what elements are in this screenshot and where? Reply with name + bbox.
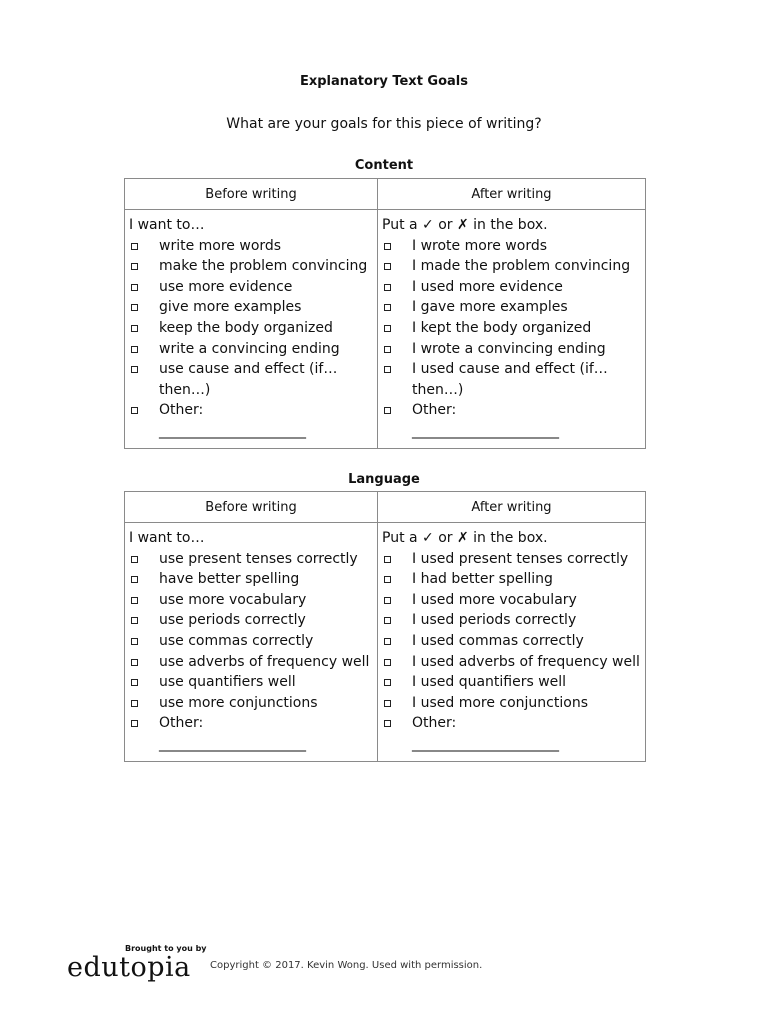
checklist-item — [382, 713, 645, 754]
checklist-item-label: I used more evidence — [412, 278, 563, 295]
brought-by-text: Brought to you by — [125, 944, 207, 953]
checkbox-bullet-icon[interactable] — [384, 720, 391, 727]
checkbox-bullet-icon[interactable] — [131, 597, 138, 604]
checkbox-bullet-icon[interactable] — [131, 325, 138, 332]
checkbox-bullet-icon[interactable] — [131, 576, 138, 583]
checklist-item-label: I used periods correctly — [412, 612, 577, 629]
checkbox-bullet-icon[interactable] — [131, 346, 138, 353]
checkbox-bullet-icon[interactable] — [131, 263, 138, 270]
checklist-item — [382, 400, 645, 441]
checklist-item — [129, 631, 377, 652]
checklist-item — [382, 256, 645, 277]
edutopia-logo: edutopia — [67, 952, 191, 983]
other-blank-line[interactable]: _____________________ — [412, 735, 559, 752]
checklist-item — [129, 713, 377, 754]
checkbox-bullet-icon[interactable] — [131, 243, 138, 250]
checkbox-bullet-icon[interactable] — [131, 366, 138, 373]
checkbox-bullet-icon[interactable] — [131, 617, 138, 624]
page-subtitle: What are your goals for this piece of writing? — [226, 116, 542, 132]
checklist-item — [129, 569, 377, 590]
checklist-item — [129, 693, 377, 714]
checklist-item — [382, 549, 645, 570]
checklist-item — [129, 652, 377, 673]
checklist-item — [382, 318, 645, 339]
checklist-item — [129, 590, 377, 611]
checklist-item — [129, 610, 377, 631]
checklist-item-label: use periods correctly — [159, 612, 306, 629]
checkbox-bullet-icon[interactable] — [384, 325, 391, 332]
checkbox-bullet-icon[interactable] — [384, 284, 391, 291]
checklist-item — [382, 277, 645, 298]
content-table — [124, 178, 646, 449]
checklist-item-label: I kept the body organized — [412, 319, 592, 336]
checklist-item — [382, 693, 645, 714]
checkbox-bullet-icon[interactable] — [384, 366, 391, 373]
checklist-item — [382, 652, 645, 673]
checklist-item-label: Other: — [159, 402, 204, 419]
checklist-item-label: use quantifiers well — [159, 674, 296, 691]
checkbox-bullet-icon[interactable] — [131, 407, 138, 414]
checkbox-bullet-icon[interactable] — [131, 659, 138, 666]
checkbox-bullet-icon[interactable] — [384, 679, 391, 686]
checklist-item-label: have better spelling — [159, 571, 300, 588]
checklist-item-label: give more examples — [159, 299, 302, 316]
checkbox-bullet-icon[interactable] — [384, 597, 391, 604]
checklist-item-label: use more conjunctions — [159, 694, 318, 711]
content-col-after: After writing — [378, 179, 646, 210]
checklist-item — [382, 631, 645, 652]
checklist-item — [129, 359, 377, 400]
checklist-item-label: keep the body organized — [159, 319, 333, 336]
checklist-item — [382, 359, 645, 400]
checklist-item-label: I used quantifiers well — [412, 674, 567, 691]
checklist-item-label: I wrote more words — [412, 237, 548, 254]
language-after-intro: Put a ✓ or ✗ in the box. — [382, 530, 548, 546]
checklist-item-label: I wrote a convincing ending — [412, 340, 606, 357]
page-title: Explanatory Text Goals — [299, 74, 469, 89]
checklist-item-label: I made the problem convincing — [412, 258, 631, 275]
checklist-item — [382, 339, 645, 360]
checklist-item-label: use present tenses correctly — [159, 550, 358, 567]
checklist-item-label: use commas correctly — [159, 632, 314, 649]
checklist-item-label: use more vocabulary — [159, 591, 307, 608]
checklist-item-label: Other: — [159, 715, 204, 732]
language-col-after: After writing — [378, 492, 646, 523]
content-after-intro: Put a ✓ or ✗ in the box. — [382, 217, 548, 233]
other-blank-line[interactable]: _____________________ — [412, 422, 559, 439]
checkbox-bullet-icon[interactable] — [131, 679, 138, 686]
checklist-item — [382, 569, 645, 590]
checklist-item-label: make the problem convincing — [159, 258, 368, 275]
checkbox-bullet-icon[interactable] — [384, 638, 391, 645]
checkbox-bullet-icon[interactable] — [384, 263, 391, 270]
language-table — [124, 491, 646, 762]
checklist-item-label: use cause and effect (if… then…) — [159, 361, 338, 398]
other-blank-line[interactable]: _____________________ — [159, 735, 306, 752]
checklist-item-label: use more evidence — [159, 278, 293, 295]
checklist-item — [129, 672, 377, 693]
checklist-item — [382, 236, 645, 257]
checkbox-bullet-icon[interactable] — [384, 346, 391, 353]
content-after-cell — [378, 210, 646, 449]
checklist-item — [129, 549, 377, 570]
content-after-list — [382, 236, 645, 442]
checklist-item-label: write more words — [159, 237, 282, 254]
language-col-before: Before writing — [125, 492, 378, 523]
checkbox-bullet-icon[interactable] — [131, 700, 138, 707]
checkbox-bullet-icon[interactable] — [131, 556, 138, 563]
checklist-item — [129, 400, 377, 441]
content-col-before: Before writing — [125, 179, 378, 210]
checkbox-bullet-icon[interactable] — [131, 720, 138, 727]
checklist-item-label: use adverbs of frequency well — [159, 653, 370, 670]
content-before-intro: I want to… — [129, 217, 205, 233]
checkbox-bullet-icon[interactable] — [131, 638, 138, 645]
language-heading: Language — [348, 472, 420, 487]
checkbox-bullet-icon[interactable] — [131, 284, 138, 291]
checkbox-bullet-icon[interactable] — [384, 407, 391, 414]
checklist-item — [129, 236, 377, 257]
checkbox-bullet-icon[interactable] — [131, 304, 138, 311]
checklist-item-label: Other: — [412, 715, 457, 732]
checklist-item-label: I used cause and effect (if… then…) — [412, 361, 608, 398]
checklist-item — [129, 318, 377, 339]
language-before-cell — [125, 523, 378, 762]
checklist-item — [129, 297, 377, 318]
language-before-list — [129, 549, 377, 755]
other-blank-line[interactable]: _____________________ — [159, 422, 306, 439]
content-before-cell — [125, 210, 378, 449]
checkbox-bullet-icon[interactable] — [384, 304, 391, 311]
checklist-item — [382, 297, 645, 318]
content-heading: Content — [354, 158, 414, 173]
content-before-list — [129, 236, 377, 442]
language-after-list — [382, 549, 645, 755]
checklist-item-label: I had better spelling — [412, 571, 553, 588]
checklist-item — [129, 256, 377, 277]
checklist-item-label: I gave more examples — [412, 299, 568, 316]
checklist-item-label: I used commas correctly — [412, 632, 584, 649]
checklist-item-label: I used more conjunctions — [412, 694, 588, 711]
checkbox-bullet-icon[interactable] — [384, 659, 391, 666]
checklist-item-label: I used more vocabulary — [412, 591, 577, 608]
checklist-item — [129, 277, 377, 298]
language-after-cell — [378, 523, 646, 762]
copyright-text: Copyright © 2017. Kevin Wong. Used with permission. — [210, 960, 483, 971]
checklist-item — [382, 672, 645, 693]
checklist-item — [382, 610, 645, 631]
checkbox-bullet-icon[interactable] — [384, 700, 391, 707]
language-before-intro: I want to… — [129, 530, 205, 546]
checklist-item-label: Other: — [412, 402, 457, 419]
checklist-item-label: I used present tenses correctly — [412, 550, 629, 567]
checklist-item-label: I used adverbs of frequency well — [412, 653, 640, 670]
checkbox-bullet-icon[interactable] — [384, 556, 391, 563]
checkbox-bullet-icon[interactable] — [384, 576, 391, 583]
checkbox-bullet-icon[interactable] — [384, 243, 391, 250]
checklist-item — [382, 590, 645, 611]
checkbox-bullet-icon[interactable] — [384, 617, 391, 624]
checklist-item-label: write a convincing ending — [159, 340, 340, 357]
checklist-item — [129, 339, 377, 360]
